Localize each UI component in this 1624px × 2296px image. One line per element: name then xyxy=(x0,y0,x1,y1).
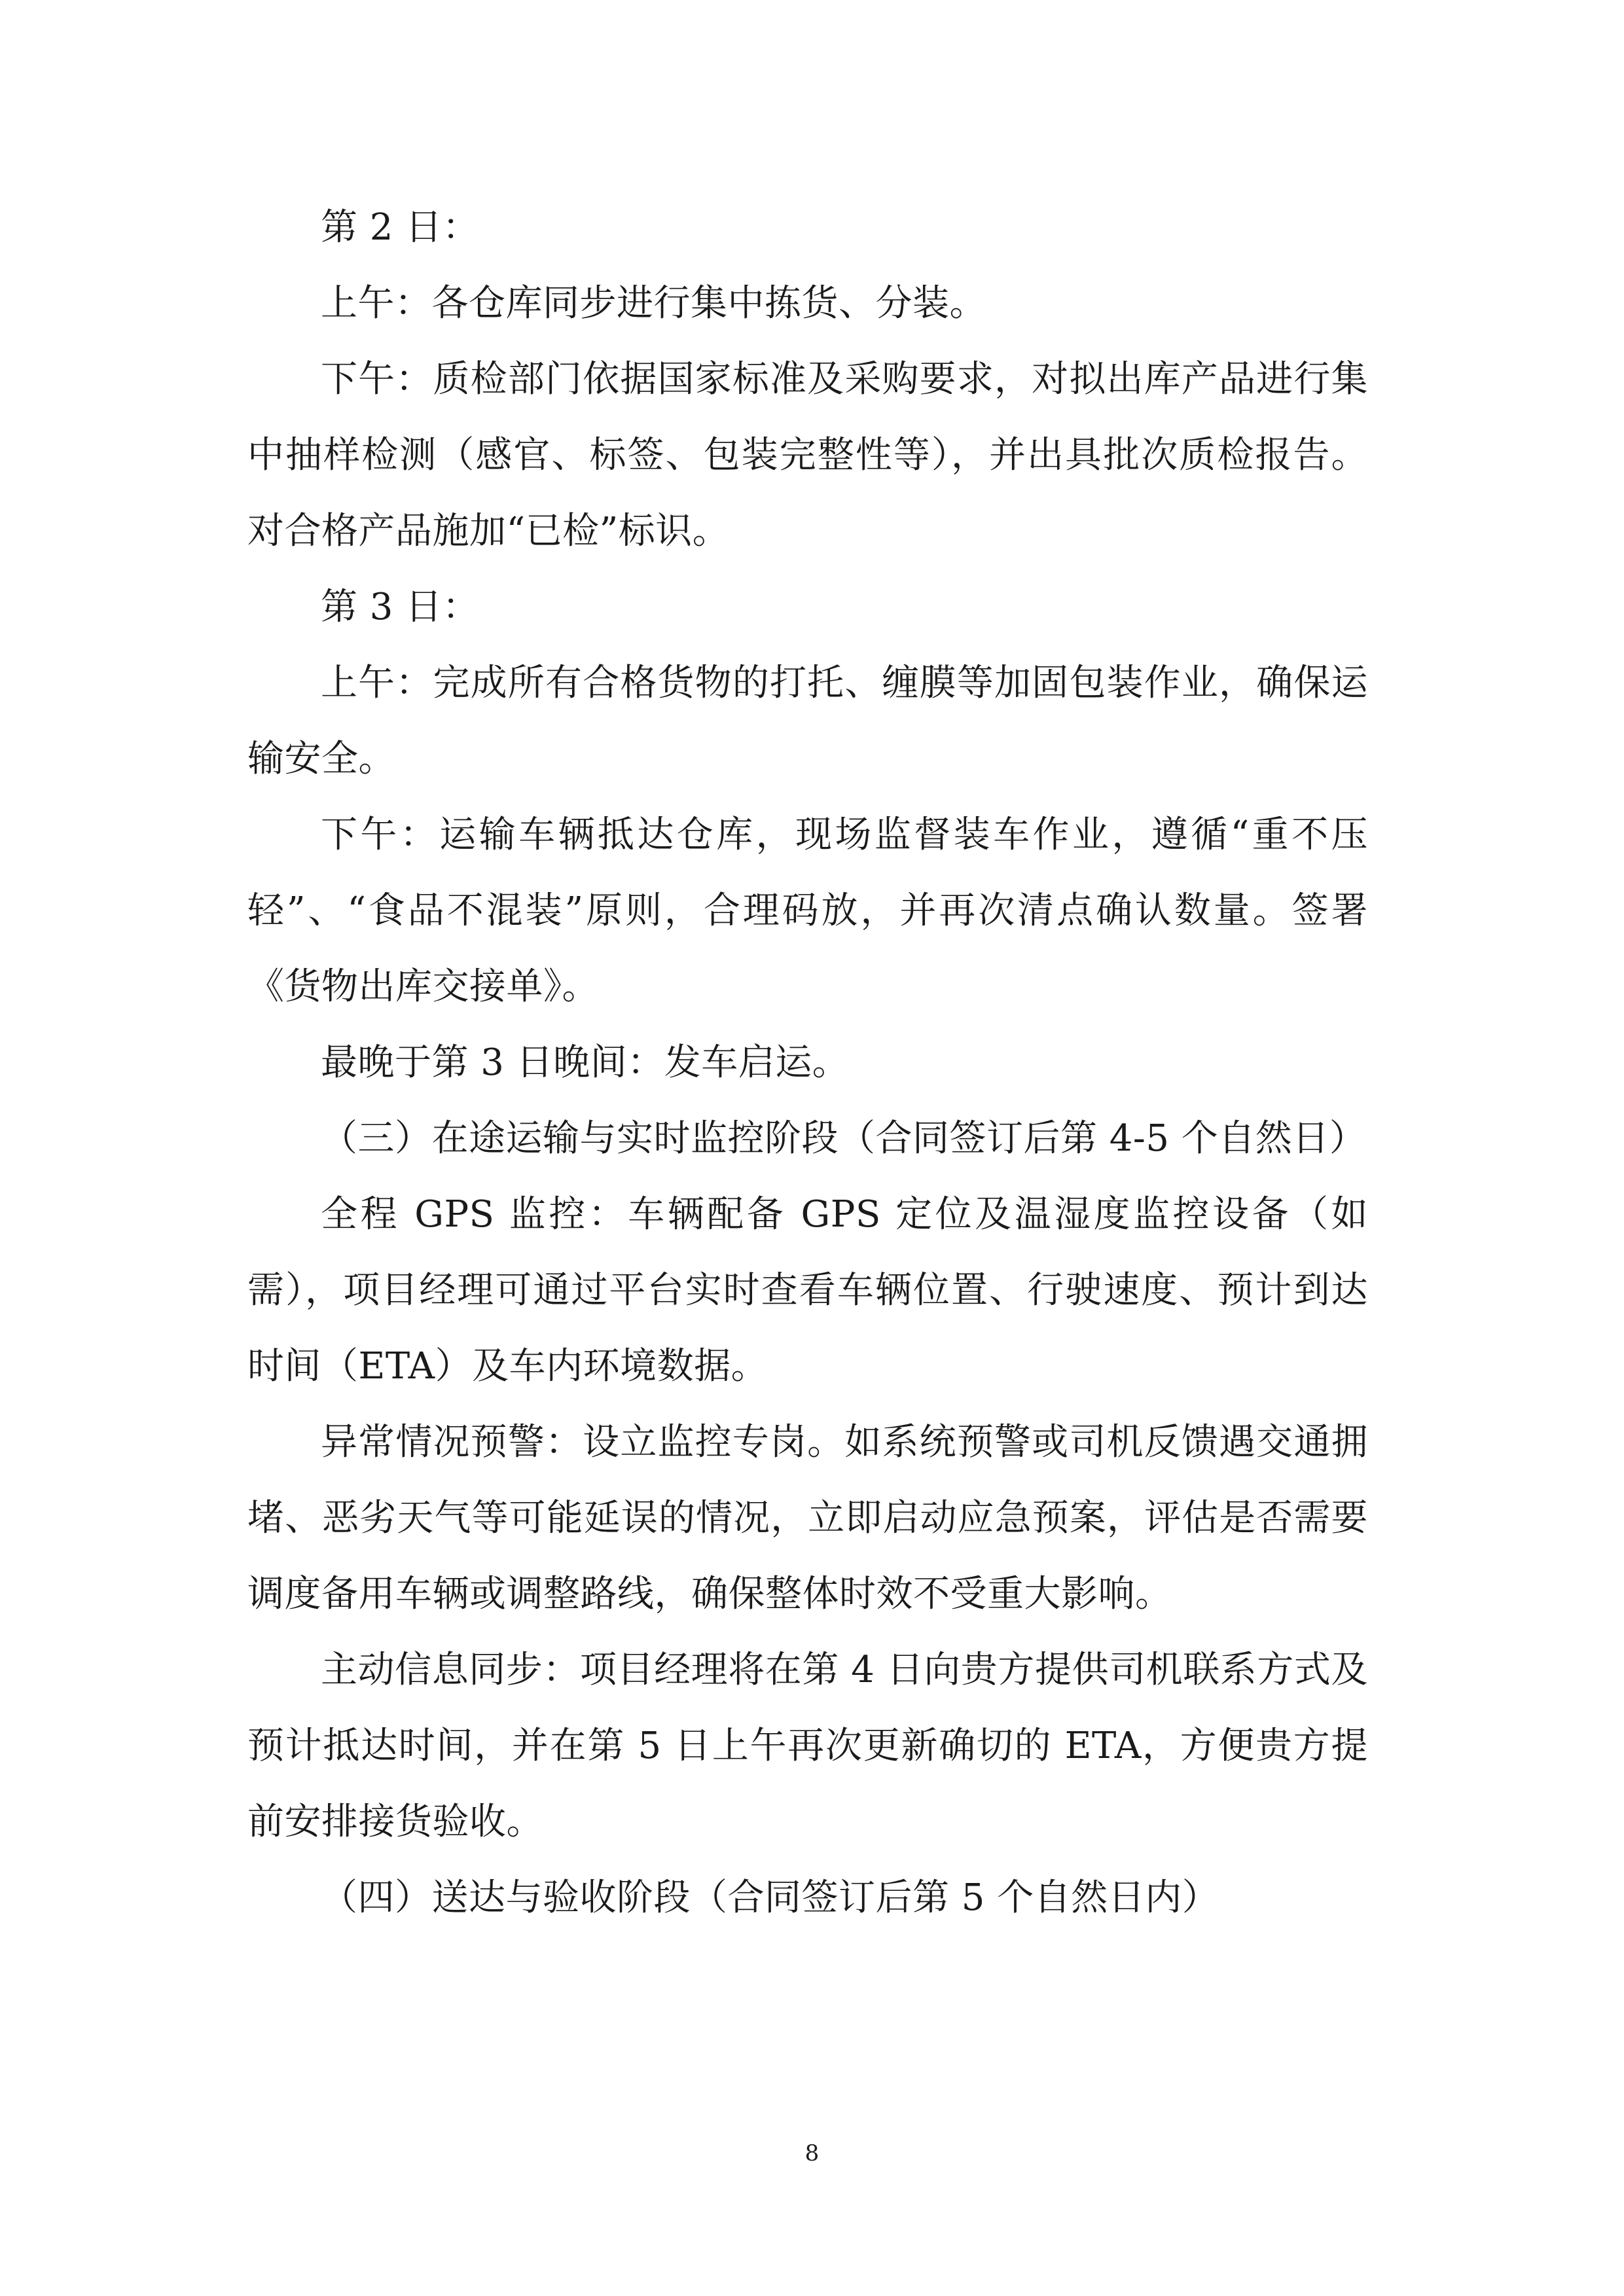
section-heading-transport: （三）在途运输与实时监控阶段（合同签订后第 4-5 个自然日） xyxy=(321,1117,1367,1160)
page-number: 8 xyxy=(804,2140,820,2166)
section-heading-delivery: （四）送达与验收阶段（合同签订后第 5 个自然日内） xyxy=(321,1876,1219,1919)
paragraph-day2-heading: 第 2 日： xyxy=(321,206,480,249)
paragraph-day3-morning: 上午：完成所有合格货物的打托、缠膜等加固包装作业，确保运输安全。 xyxy=(247,662,1368,780)
paragraph-day2-morning: 上午：各仓库同步进行集中拣货、分装。 xyxy=(321,282,986,325)
paragraph-gps-monitoring: 全程 GPS 监控：车辆配备 GPS 定位及温湿度监控设备（如需），项目经理可通过平台实时查看车辆位置、行驶速度、预计到达时间（ETA）及车内环境数据。 xyxy=(247,1193,1368,1388)
paragraph-day3-evening: 最晚于第 3 日晚间：发车启运。 xyxy=(321,1041,850,1084)
paragraph-info-sync: 主动信息同步：项目经理将在第 4 日向贵方提供司机联系方式及预计抵达时间，并在第 5 日上午再次更新确切的 ETA，方便贵方提前安排接货验收。 xyxy=(247,1649,1368,1843)
paragraph-day2-afternoon: 下午：质检部门依据国家标准及采购要求，对拟出库产品进行集中抽样检测（感官、标签、包装完整性等），并出具批次质检报告。对合格产品施加“已检”标识。 xyxy=(247,358,1368,552)
paragraph-day3-heading: 第 3 日： xyxy=(321,586,480,628)
document-body xyxy=(247,190,1368,1936)
paragraph-day3-afternoon: 下午：运输车辆抵达仓库，现场监督装车作业，遵循“重不压轻”、“食品不混装”原则，合理码放，并再次清点确认数量。签署《货物出库交接单》。 xyxy=(247,814,1368,1008)
paragraph-exception-warning: 异常情况预警：设立监控专岗。如系统预警或司机反馈遇交通拥堵、恶劣天气等可能延误的情况，立即启动应急预案，评估是否需要调度备用车辆或调整路线，确保整体时效不受重大影响。 xyxy=(247,1421,1368,1615)
